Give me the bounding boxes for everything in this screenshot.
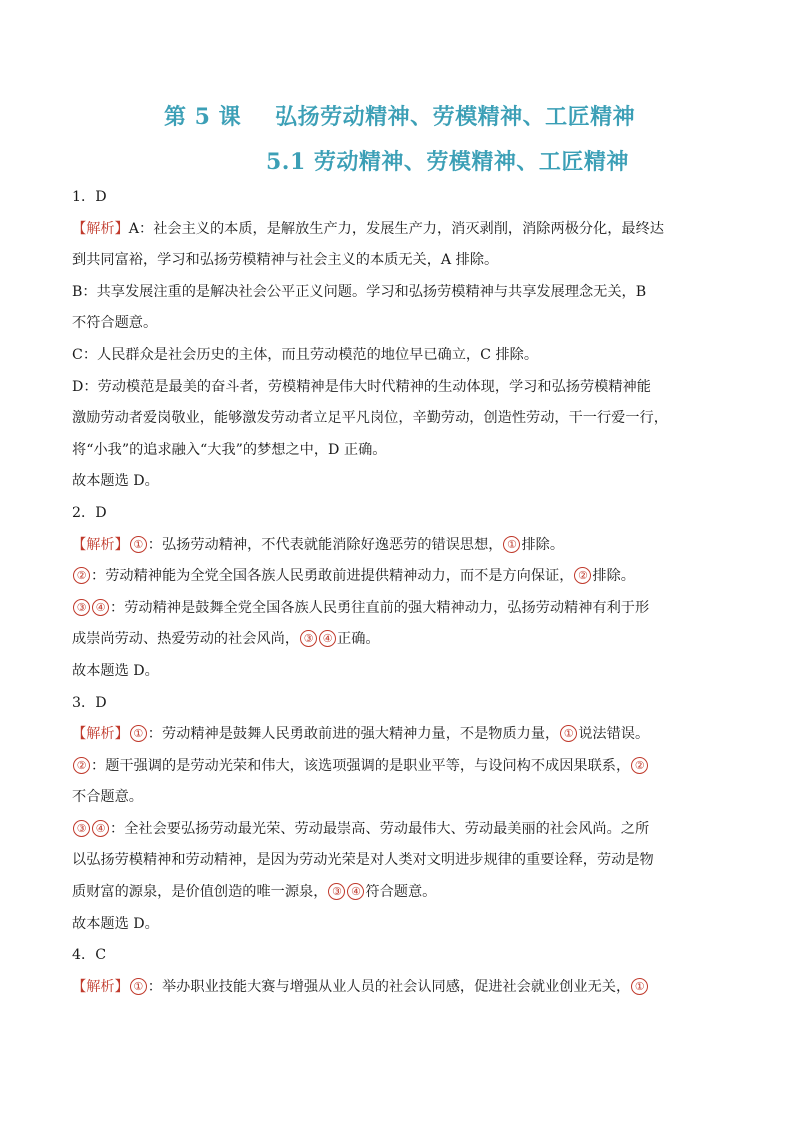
- explanation-line: [72, 372, 724, 404]
- explanation-text: ：全社会要弘扬劳动最光荣、劳动最崇高、劳动最伟大、劳动最美丽的社会风尚。之所: [110, 820, 650, 837]
- option-marker: ②: [631, 757, 648, 774]
- explanation-text: ：劳动精神是鼓舞人民勇敢前进的强大精神力量，不是物质力量，: [147, 726, 560, 743]
- explanation-line: [72, 245, 724, 277]
- analysis-label: 【解析】: [72, 978, 129, 995]
- lesson-title: [164, 100, 635, 131]
- option-marker: ①: [130, 978, 147, 995]
- answer-content: [72, 182, 724, 1003]
- option-marker: ①: [130, 536, 147, 553]
- explanation-text: ：劳动精神能为全党全国各族人民勇敢前进提供精神动力，而不是方向保证，: [91, 568, 574, 585]
- explanation-text: 排除。: [592, 568, 635, 585]
- explanation-line: [72, 751, 724, 783]
- analysis-label: 【解析】: [72, 726, 129, 743]
- option-marker: ②: [574, 567, 591, 584]
- option-marker: ③: [73, 599, 90, 616]
- option-marker: ④: [319, 630, 336, 647]
- conclusion-line: 故本题选 D。: [72, 915, 159, 932]
- explanation-text: B：共享发展注重的是解决社会公平正义问题。学习和弘扬劳模精神与共享发展理念无关，B: [72, 283, 647, 300]
- answer-line: 2．D: [72, 504, 107, 521]
- explanation-text: 激励劳动者爱岗敬业，能够激发劳动者立足平凡岗位，辛勤劳动，创造性劳动，干一行爱一行，: [72, 410, 668, 427]
- explanation-text: 符合题意。: [365, 884, 437, 901]
- option-marker: ②: [73, 567, 90, 584]
- lesson-number: 第 5 课: [164, 104, 242, 130]
- option-marker: ④: [92, 599, 109, 616]
- answer-line: 4．C: [72, 947, 107, 964]
- explanation-text: ：弘扬劳动精神，不代表就能消除好逸恶劳的错误思想，: [147, 536, 503, 553]
- explanation-line: [72, 340, 724, 372]
- answer-line: 1．D: [72, 189, 107, 205]
- explanation-text: 成崇尚劳动、热爱劳动的社会风尚，: [72, 631, 300, 648]
- option-marker: ③: [300, 630, 317, 647]
- explanation-line: [72, 877, 724, 909]
- explanation-line: [72, 624, 724, 656]
- explanation-line: [72, 403, 724, 435]
- explanation-line: [72, 561, 724, 593]
- explanation-text: 将“小我”的追求融入“大我”的梦想之中，D 正确。: [72, 441, 387, 458]
- explanation-text: 正确。: [337, 631, 380, 648]
- option-marker: ①: [130, 725, 147, 742]
- explanation-line: [72, 530, 724, 562]
- option-marker: ①: [631, 978, 648, 995]
- section-title: 5.1 劳动精神、劳模精神、工匠精神: [266, 149, 629, 175]
- explanation-text: A：社会主义的本质，是解放生产力，发展生产力，消灭剥削，消除两极分化，最终达: [128, 220, 664, 237]
- lesson-title-text: 弘扬劳动精神、劳模精神、工匠精神: [275, 104, 636, 130]
- conclusion-line: 故本题选 D。: [72, 473, 159, 490]
- explanation-text: 到共同富裕，学习和弘扬劳模精神与社会主义的本质无关，A 排除。: [72, 252, 499, 269]
- explanation-line: [72, 277, 724, 309]
- explanation-line: [72, 593, 724, 625]
- option-marker: ④: [92, 820, 109, 837]
- explanation-text: 不符合题意。: [72, 315, 158, 332]
- explanation-line: [72, 214, 724, 246]
- explanation-text: 不合题意。: [72, 789, 143, 806]
- explanation-line: [72, 814, 724, 846]
- answer-line: 3．D: [72, 694, 107, 711]
- explanation-text: 质财富的源泉，是价值创造的唯一源泉，: [72, 884, 328, 901]
- analysis-label: 【解析】: [72, 220, 129, 237]
- explanation-text: ：劳动精神是鼓舞全党全国各族人民勇往直前的强大精神动力，弘扬劳动精神有利于形: [110, 599, 650, 616]
- explanation-text: 以弘扬劳模精神和劳动精神，是因为劳动光荣是对人类对文明进步规律的重要诠释，劳动是物: [72, 852, 654, 869]
- analysis-label: 【解析】: [72, 536, 129, 553]
- option-marker: ②: [73, 757, 90, 774]
- option-marker: ①: [503, 536, 520, 553]
- explanation-line: [72, 435, 724, 467]
- option-marker: ③: [328, 883, 345, 900]
- option-marker: ③: [73, 820, 90, 837]
- explanation-line: [72, 845, 724, 877]
- explanation-line: [72, 782, 724, 814]
- explanation-text: D：劳动模范是最美的奋斗者，劳模精神是伟大时代精神的生动体现，学习和弘扬劳模精神能: [72, 378, 651, 395]
- explanation-text: 说法错误。: [578, 726, 650, 743]
- explanation-text: C：人民群众是社会历史的主体，而且劳动模范的地位早已确立，C 排除。: [72, 346, 539, 363]
- explanation-line: [72, 719, 724, 751]
- explanation-line: [72, 308, 724, 340]
- option-marker: ①: [560, 725, 577, 742]
- explanation-text: ：举办职业技能大赛与增强从业人员的社会认同感，促进社会就业创业无关，: [147, 978, 631, 995]
- explanation-line: [72, 972, 724, 1004]
- explanation-text: 排除。: [521, 536, 565, 553]
- conclusion-line: 故本题选 D。: [72, 662, 159, 679]
- option-marker: ④: [347, 883, 364, 900]
- explanation-text: ：题干强调的是劳动光荣和伟大，该选项强调的是职业平等，与设问构不成因果联系，: [91, 757, 631, 774]
